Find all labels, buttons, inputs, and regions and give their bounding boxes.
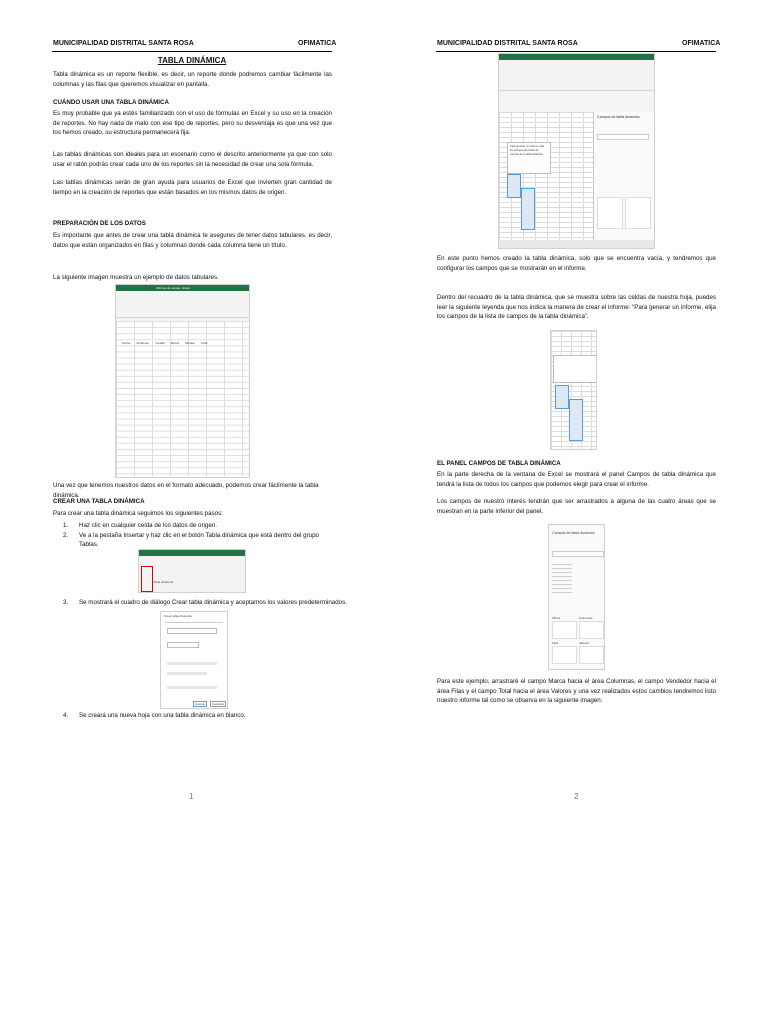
col-marca: Marca	[170, 341, 180, 345]
steps-list-a	[63, 521, 333, 550]
formato-paragraph: Una vez que tenemos nuestros datos en el formato adecuado, podemos crear fácilmente la tabla dinámica.	[53, 482, 319, 499]
heading-preparacion: PREPARACIÓN DE LOS DATOS	[53, 220, 146, 227]
zoom-legend-box	[553, 355, 597, 383]
pivot-placeholder-box	[507, 142, 551, 174]
cuando-paragraph-3: Las tablas dinámicas serán de gran ayuda para usuarios de Excel que invierten gran cantidad de tiempo en la creación de reportes que están basados en los mismos datos de origen.	[53, 179, 332, 196]
pivot-table-button: Tabla dinámica	[153, 580, 174, 584]
excel-window-title: Informe de ventas - Excel	[156, 286, 191, 290]
page-number-1: 1	[189, 792, 194, 801]
pivot-icon-left	[507, 174, 521, 198]
step-2: 2. Ve a la pestaña Insertar y haz clic en el botón Tabla dinámica que está dentro del grupo Tablas.	[63, 531, 319, 549]
panel-paragraph-1: En la parte derecha de la ventana de Excel se mostrará el panel Campos de tabla dinámica que tendrá la lista de todos los campos que podemos elegir para crear el informe.	[437, 471, 716, 488]
header-rule	[52, 51, 332, 52]
insert-ribbon	[139, 556, 245, 593]
header-subject: OFIMATICA	[298, 40, 337, 47]
ejemplo-paragraph: Para este ejemplo, arrastraré el campo Marca hacia el área Columnas, el campo Vendedor hacia el área Filas y el campo Total hacia el área Valores y una vez realizados estos cambios tendremos listo nuestro informe tal como se observa en la siguiente imagen:	[437, 678, 716, 705]
area-filas: Filas	[552, 641, 559, 645]
ok-button: Aceptar	[195, 702, 206, 706]
col-ciudad: Ciudad	[155, 341, 165, 345]
page-number-2: 2	[574, 792, 579, 801]
document-page-2	[384, 0, 768, 1024]
field-list	[552, 561, 572, 595]
heading-cuando: CUÁNDO USAR UNA TABLA DINÁMICA	[53, 99, 169, 106]
area-columnas: Columnas	[579, 616, 593, 620]
col-vendedor: Vendedor	[136, 341, 150, 345]
pivot-icon-right	[521, 188, 535, 230]
screenshot-create-dialog	[160, 611, 228, 709]
image-intro-paragraph: La siguiente imagen muestra un ejemplo de datos tabulares.	[53, 274, 219, 281]
header-subject: OFIMATICA	[682, 40, 721, 47]
page-title: TABLA DINÁMICA	[157, 56, 227, 65]
dentro-paragraph: Dentro del recuadro de la tabla dinámica, que se muestra sobre las celdas de nuestra hoja, puedes leer la siguiente leyenda que nos indica la manera de crear el informe: “Para generar un informe, elija los campos de la lista de campos de la tabla dinámica”.	[437, 294, 716, 321]
screenshot-tabular-data	[115, 284, 250, 478]
steps-list-c	[63, 711, 353, 721]
screenshot-insert-tab	[138, 549, 246, 593]
sheet-tabs-bar	[499, 240, 654, 248]
pivot-ribbon	[499, 60, 654, 91]
header-org: MUNICIPALIDAD DISTRITAL SANTA ROSA	[53, 40, 194, 47]
col-total: Total	[200, 341, 208, 345]
dialog-title: Crear tabla dinámica	[164, 614, 192, 618]
zoom-icon-right	[569, 399, 583, 441]
excel-ribbon	[116, 291, 249, 318]
screenshot-fields-panel	[548, 524, 605, 670]
step-4: 4. Se creará una nueva hoja con una tabla dinámica en blanco.	[63, 712, 246, 719]
crear-paragraph: Para crear una tabla dinámica seguimos los siguientes pasos:	[53, 510, 223, 517]
cancel-button: Cancelar	[212, 702, 225, 706]
step-3: 3. Se mostrará el cuadro de diálogo Crear tabla dinámica y aceptamos los valores predeterminados.	[63, 599, 347, 606]
column-headers	[116, 321, 249, 345]
cuando-paragraph-2: Las tablas dinámicas son ideales para un escenario como el descrito anteriormente ya que con solo usar el ratón podrás crear cada uno de los reportes sin la necesidad de crear una sola fórmula.	[53, 151, 332, 168]
screenshot-pivot-placeholder	[550, 330, 597, 450]
header-org: MUNICIPALIDAD DISTRITAL SANTA ROSA	[437, 40, 578, 47]
header-rule	[436, 51, 716, 52]
steps-list-b	[63, 598, 353, 608]
screenshot-empty-pivot	[498, 53, 655, 249]
cuando-paragraph-1: Es muy probable que ya estés familiarizado con el uso de fórmulas en Excel y su uso en la creación de reportes. No hay nada de malo con ese tipo de reportes, pero su desventaja es que una vez que los hemos creado, su estructura permanecerá fija.	[53, 110, 332, 137]
preparacion-paragraph: Es importante que antes de crear una tabla dinámica te asegures de tener datos tabulares, es decir, datos que están organizados en filas y columnas donde cada columna tiene un título.	[53, 232, 332, 249]
pivot-button-highlight	[141, 566, 153, 592]
intro-paragraph: Tabla dinámica es un reporte flexible, es decir, un reporte donde podremos cambiar fácilmente las columnas y las filas que queremos visualizar en pantalla.	[53, 71, 332, 88]
step-1: 1. Haz clic en cualquier celda de los datos de origen.	[63, 522, 217, 529]
fields-panel-title: Campos de tabla dinámica	[552, 531, 595, 535]
zoom-icon-left	[555, 385, 569, 409]
heading-crear: CREAR UNA TABLA DINÁMICA	[53, 498, 145, 505]
col-fecha: Fecha	[122, 341, 131, 345]
fields-panel-title: Campos de tabla dinámica	[597, 115, 640, 119]
area-valores: Valores	[579, 641, 589, 645]
col-modelo: Modelo	[185, 341, 195, 345]
fields-panel	[593, 112, 654, 240]
punto-paragraph: En este punto hemos creado la tabla dinámica, solo que se encuentra vacía, y tendremos que configurar los campos que se mostrarán en el informe.	[437, 255, 716, 272]
panel-paragraph-2: Los campos de nuestro interés tendrán que ser arrastrados a alguna de las cuatro áreas que se muestran en la parte inferior del panel.	[437, 498, 716, 515]
pivot-legend: Para generar un informe, elija los campos de la lista de campos de la tabla dinámica	[510, 145, 545, 156]
area-filtros: Filtros	[552, 616, 561, 620]
heading-panel: EL PANEL CAMPOS DE TABLA DINÁMICA	[437, 460, 561, 467]
